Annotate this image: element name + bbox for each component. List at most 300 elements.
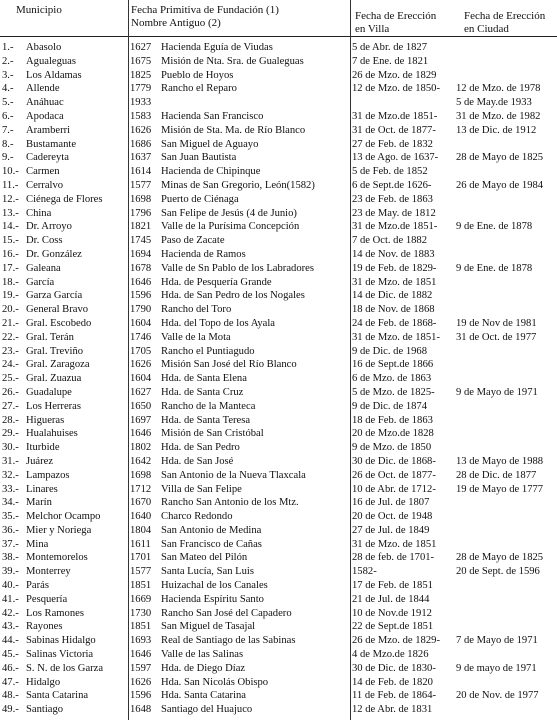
row-number: 1.- xyxy=(2,42,14,53)
municipio-cell: Cerralvo xyxy=(26,179,64,191)
row-number: 5.- xyxy=(2,97,14,109)
villa-date-cell: 31 de Mzo. de 1851 xyxy=(352,276,437,288)
table-row xyxy=(0,96,557,110)
villa-date-cell: 20 de Oct. de 1948 xyxy=(352,511,433,523)
municipio-cell: Galeana xyxy=(26,262,61,274)
row-number: 10.- xyxy=(2,166,19,178)
fundacion-year-cell: 1597 xyxy=(130,662,152,674)
table-row xyxy=(0,565,557,579)
header-municipio: Municipio xyxy=(16,4,62,16)
municipio-cell: Melchor Ocampo xyxy=(26,511,101,523)
table-row xyxy=(0,317,557,331)
nombre-antiguo-cell: Valle de Sn Pablo de los Labradores xyxy=(161,262,314,274)
row-number: 45.- xyxy=(2,649,19,661)
ciudad-date-cell: 26 de Mayo de 1984 xyxy=(456,179,544,191)
villa-date-cell: 6 de Sept.de 1626- xyxy=(352,179,432,191)
row-number: 22.- xyxy=(2,331,19,343)
villa-date-cell: 13 de Ago. de 1637- xyxy=(352,152,439,164)
row-number: 37.- xyxy=(2,538,19,550)
villa-date-cell: 17 de Feb. de 1851 xyxy=(352,580,433,592)
row-number: 19.- xyxy=(2,290,19,302)
ciudad-date-cell: 9 de Mayo de 1971 xyxy=(456,386,538,398)
row-number: 21.- xyxy=(2,317,19,329)
row-number: 38.- xyxy=(2,552,19,564)
municipio-cell: Gral. Escobedo xyxy=(26,317,92,329)
villa-date-cell: 30 de Dic. de 1868- xyxy=(352,455,436,467)
nombre-antiguo-cell: Minas de San Gregorio, León(1582) xyxy=(161,179,315,191)
fundacion-year-cell: 1648 xyxy=(130,704,152,716)
row-number: 47.- xyxy=(2,676,19,688)
fundacion-year-cell: 1646 xyxy=(130,649,152,661)
fundacion-year-cell: 1596 xyxy=(130,290,152,302)
fundacion-year-cell: 1626 xyxy=(130,359,152,371)
nombre-antiguo-cell: Hacienda de Ramos xyxy=(161,248,246,260)
nombre-antiguo-cell: Hda. de San José xyxy=(161,455,234,467)
fundacion-year-cell: 1611 xyxy=(130,538,151,550)
row-number: 28.- xyxy=(2,414,19,426)
nombre-antiguo-cell: Rancho de la Manteca xyxy=(161,400,256,412)
fundacion-year-cell: 1851 xyxy=(130,621,152,633)
table-row xyxy=(0,248,557,262)
ciudad-date-cell: 13 de Dic. de 1912 xyxy=(456,124,537,136)
ciudad-date-cell: 9 de Ene. de 1878 xyxy=(456,221,533,233)
nombre-antiguo-cell: Hacienda Espíritu Santo xyxy=(161,593,264,605)
fundacion-year-cell: 1675 xyxy=(130,55,152,67)
fundacion-year-cell: 1604 xyxy=(130,317,152,329)
row-number: 48.- xyxy=(2,690,19,702)
villa-date-cell: 9 de Dic. de 1968 xyxy=(352,345,428,357)
header-ciudad-line2: en Ciudad xyxy=(464,23,509,35)
villa-date-cell: 31 de Mzo. de 1851- xyxy=(352,331,440,343)
villa-date-cell: 18 de Nov. de 1868 xyxy=(352,304,435,316)
villa-date-cell: 14 de Feb. de 1820 xyxy=(352,676,433,688)
nombre-antiguo-cell: Hda. de Santa Teresa xyxy=(161,414,251,426)
municipio-cell: Bustamante xyxy=(26,138,77,150)
fundacion-year-cell: 1746 xyxy=(130,331,152,343)
municipio-cell: Pesquería xyxy=(26,593,68,605)
table-row xyxy=(0,414,557,428)
fundacion-year-cell: 1694 xyxy=(130,248,152,260)
table-row xyxy=(0,151,557,165)
row-number: 16.- xyxy=(2,248,19,260)
row-number: 33.- xyxy=(2,483,19,495)
fundacion-year-cell: 1698 xyxy=(130,193,152,205)
villa-date-cell: 11 de Feb. de 1864- xyxy=(352,690,437,702)
ciudad-date-cell: 28 de Mayo de 1825 xyxy=(456,152,544,164)
nombre-antiguo-cell: Hda. del Topo de los Ayala xyxy=(161,317,276,329)
nombre-antiguo-cell: Hda. de Pesquería Grande xyxy=(161,276,272,288)
row-number: 17.- xyxy=(2,262,19,274)
municipio-cell: Mier y Noriega xyxy=(26,524,92,536)
villa-date-cell: 5 de Feb. de 1852 xyxy=(352,166,428,178)
row-number: 49.- xyxy=(2,704,19,716)
fundacion-year-cell: 1642 xyxy=(130,455,152,467)
row-number: 39.- xyxy=(2,566,19,578)
fundacion-year-cell: 1627 xyxy=(130,386,152,398)
villa-date-cell: 6 de Mzo. de 1863 xyxy=(352,373,432,385)
row-number: 3.- xyxy=(2,69,14,81)
fundacion-year-cell: 1701 xyxy=(130,552,152,564)
fundacion-year-cell: 1670 xyxy=(130,497,152,509)
municipio-cell: S. N. de los Garza xyxy=(26,662,104,674)
fundacion-year-cell: 1614 xyxy=(130,166,152,178)
row-number: 29.- xyxy=(2,428,19,440)
ciudad-date-cell: 9 de Ene. de 1878 xyxy=(456,262,533,274)
fundacion-year-cell: 1698 xyxy=(130,469,152,481)
nombre-antiguo-cell: Hda. de Santa Cruz xyxy=(161,386,244,398)
table-row xyxy=(0,386,557,400)
municipio-cell: Lampazos xyxy=(26,469,70,481)
villa-date-cell: 5 de Mzo. de 1825- xyxy=(352,386,435,398)
table-row xyxy=(0,634,557,648)
nombre-antiguo-cell: Rancho San José del Capadero xyxy=(161,607,292,619)
row-number: 25.- xyxy=(2,373,19,385)
row-number: 20.- xyxy=(2,304,19,316)
table-row xyxy=(0,138,557,152)
table-row xyxy=(0,69,557,83)
ciudad-date-cell: 13 de Mayo de 1988 xyxy=(456,455,544,467)
table-row xyxy=(0,303,557,317)
municipio-cell: China xyxy=(26,207,52,219)
table-row xyxy=(0,662,557,676)
villa-date-cell: 4 de Mzo.de 1826 xyxy=(352,649,429,661)
nombre-antiguo-cell: San Juan Bautista xyxy=(161,152,237,164)
fundacion-year-cell: 1697 xyxy=(130,414,152,426)
row-number: 32.- xyxy=(2,469,19,481)
row-number: 24.- xyxy=(2,359,19,371)
municipio-cell: Montemorelos xyxy=(26,552,88,564)
municipio-cell: Dr. Coss xyxy=(26,235,63,247)
table-row xyxy=(0,524,557,538)
fundacion-year-cell: 1626 xyxy=(130,676,152,688)
nombre-antiguo-cell: Santiago del Huajuco xyxy=(161,704,253,716)
table-row xyxy=(0,331,557,345)
table-row xyxy=(0,165,557,179)
table-row xyxy=(0,276,557,290)
row-number: 8.- xyxy=(2,138,14,150)
municipio-cell: Juárez xyxy=(26,455,54,467)
fundacion-year-cell: 1705 xyxy=(130,345,152,357)
villa-date-cell: 31 de Mzo. de 1851 xyxy=(352,538,437,550)
table-row xyxy=(0,358,557,372)
header-villa-line2: en Villa xyxy=(355,23,390,35)
fundacion-year-cell: 1745 xyxy=(130,235,152,247)
ciudad-date-cell: 5 de May.de 1933 xyxy=(456,97,532,109)
fundacion-year-cell: 1804 xyxy=(130,524,152,536)
nombre-antiguo-cell: Puerto de Ciénaga xyxy=(161,193,239,205)
municipio-cell: Sabinas Hidalgo xyxy=(26,635,96,647)
row-number: 15.- xyxy=(2,235,19,247)
villa-date-cell: 19 de Feb. de 1829- xyxy=(352,262,437,274)
table-row xyxy=(0,41,557,55)
row-number: 44.- xyxy=(2,635,19,647)
fundacion-year-cell: 1646 xyxy=(130,276,152,288)
ciudad-date-cell: 28 de Mayo de 1825 xyxy=(456,552,544,564)
villa-date-cell: 1582- xyxy=(352,566,377,578)
villa-date-cell: 12 de Mzo. de 1850- xyxy=(352,83,440,95)
fundacion-year-cell: 1650 xyxy=(130,400,152,412)
fundacion-year-cell: 1825 xyxy=(130,69,152,81)
nombre-antiguo-cell: Villa de San Felipe xyxy=(161,483,242,495)
fundacion-year-cell: 1637 xyxy=(130,152,152,164)
municipio-cell: Salinas Victoria xyxy=(26,649,94,661)
villa-date-cell: 27 de Feb. de 1832 xyxy=(352,138,433,150)
nombre-antiguo-cell: San Felipe de Jesús (4 de Junio) xyxy=(161,207,297,219)
nombre-antiguo-cell: Pueblo de Hoyos xyxy=(161,69,234,81)
municipio-cell: Rayones xyxy=(26,621,63,633)
row-number: 13.- xyxy=(2,207,19,219)
municipio-cell: Anáhuac xyxy=(26,97,64,109)
table-row xyxy=(0,441,557,455)
ciudad-date-cell: 9 de mayo de 1971 xyxy=(456,662,537,674)
ciudad-date-cell: 7 de Mayo de 1971 xyxy=(456,635,538,647)
nombre-antiguo-cell: San Miguel de Aguayo xyxy=(161,138,259,150)
table-row xyxy=(0,82,557,96)
nombre-antiguo-cell: San Antonio de Medina xyxy=(161,524,262,536)
villa-date-cell: 14 de Dic. de 1882 xyxy=(352,290,433,302)
ciudad-date-cell: 19 de Mayo de 1777 xyxy=(456,483,544,495)
row-number: 27.- xyxy=(2,400,19,412)
villa-date-cell: 31 de Oct. de 1877- xyxy=(352,124,436,136)
nombre-antiguo-cell: Rancho el Puntiagudo xyxy=(161,345,255,357)
municipio-cell: Gral. Zuazua xyxy=(26,373,82,385)
fundacion-year-cell: 1669 xyxy=(130,593,152,605)
row-number: 7.- xyxy=(2,124,14,136)
municipio-cell: Cadereyta xyxy=(26,152,69,164)
municipio-cell: Dr. González xyxy=(26,248,82,260)
ciudad-date-cell: 12 de Mzo. de 1978 xyxy=(456,83,541,95)
table-row xyxy=(0,551,557,565)
fundacion-year-cell: 1712 xyxy=(130,483,152,495)
fundacion-year-cell: 1796 xyxy=(130,207,152,219)
row-number: 42.- xyxy=(2,607,19,619)
fundacion-year-cell: 1577 xyxy=(130,566,152,578)
nombre-antiguo-cell: Hda. de Santa Elena xyxy=(161,373,247,385)
nombre-antiguo-cell: Charco Redondo xyxy=(161,511,233,523)
table-row xyxy=(0,427,557,441)
nombre-antiguo-cell: Rancho el Reparo xyxy=(161,83,237,95)
row-number: 36.- xyxy=(2,524,19,536)
row-number: 34.- xyxy=(2,497,19,509)
header-fundacion-line1: Fecha Primitiva de Fundación (1) xyxy=(131,4,279,16)
municipio-cell: Los Aldamas xyxy=(26,69,82,81)
nombre-antiguo-cell: Rancho San Antonio de los Mtz. xyxy=(161,497,299,509)
villa-date-cell: 26 de Mzo. de 1829 xyxy=(352,69,437,81)
table-row xyxy=(0,483,557,497)
header-villa-line1: Fecha de Erección xyxy=(355,10,437,22)
nombre-antiguo-cell: Hda. de San Pedro de los Nogales xyxy=(161,290,305,302)
fundacion-year-cell: 1627 xyxy=(130,42,152,53)
row-number: 30.- xyxy=(2,442,19,454)
municipio-cell: Santiago xyxy=(26,704,64,716)
table-row xyxy=(0,55,557,69)
ciudad-date-cell: 28 de Dic. de 1877 xyxy=(456,469,537,481)
table-row xyxy=(0,496,557,510)
table-row xyxy=(0,676,557,690)
municipio-cell: García xyxy=(26,276,55,288)
fundacion-year-cell: 1646 xyxy=(130,428,152,440)
villa-date-cell: 16 de Sept.de 1866 xyxy=(352,359,434,371)
table-row xyxy=(0,538,557,552)
row-number: 6.- xyxy=(2,110,14,122)
nombre-antiguo-cell: Real de Santiago de las Sabinas xyxy=(161,635,296,647)
nombre-antiguo-cell: Valle de las Salinas xyxy=(161,649,244,661)
municipio-cell: Los Ramones xyxy=(26,607,84,619)
villa-date-cell: 5 de Abr. de 1827 xyxy=(352,42,428,53)
villa-date-cell: 14 de Nov. de 1883 xyxy=(352,248,435,260)
fundacion-year-cell: 1686 xyxy=(130,138,152,150)
header-fundacion-line2: Nombre Antiguo (2) xyxy=(131,17,221,29)
ciudad-date-cell: 31 de Mzo. de 1982 xyxy=(456,110,541,122)
villa-date-cell: 7 de Oct. de 1882 xyxy=(352,235,428,247)
table-row xyxy=(0,345,557,359)
villa-date-cell: 31 de Mzo.de 1851- xyxy=(352,221,438,233)
municipio-cell: Aramberri xyxy=(26,124,71,136)
table-row xyxy=(0,579,557,593)
municipio-cell: Agualeguas xyxy=(26,55,77,67)
villa-date-cell: 18 de Feb. de 1863 xyxy=(352,414,433,426)
table-row xyxy=(0,510,557,524)
villa-date-cell: 27 de Jul. de 1849 xyxy=(352,524,430,536)
fundacion-year-cell: 1779 xyxy=(130,83,152,95)
ciudad-date-cell: 19 de Nov de 1981 xyxy=(456,317,537,329)
municipio-cell: Abasolo xyxy=(26,42,62,53)
municipio-cell: Gral. Treviño xyxy=(26,345,84,357)
fundacion-year-cell: 1693 xyxy=(130,635,152,647)
municipio-cell: Monterrey xyxy=(26,566,71,578)
table-row xyxy=(0,124,557,138)
municipio-cell: Santa Catarina xyxy=(26,690,89,702)
nombre-antiguo-cell: Paso de Zacate xyxy=(161,235,225,247)
fundacion-year-cell: 1678 xyxy=(130,262,152,274)
row-number: 11.- xyxy=(2,179,19,191)
table-row xyxy=(0,455,557,469)
header-rule xyxy=(0,36,557,37)
row-number: 2.- xyxy=(2,55,14,67)
table-row xyxy=(0,234,557,248)
ciudad-date-cell: 31 de Oct. de 1977 xyxy=(456,331,537,343)
villa-date-cell: 7 de Ene. de 1821 xyxy=(352,55,429,67)
municipio-cell: Garza García xyxy=(26,290,83,302)
villa-date-cell: 22 de Sept.de 1851 xyxy=(352,621,434,633)
row-number: 31.- xyxy=(2,455,19,467)
municipios-table xyxy=(0,41,557,717)
nombre-antiguo-cell: San Miguel de Tasajal xyxy=(161,621,256,633)
nombre-antiguo-cell: San Francisco de Cañas xyxy=(161,538,262,550)
villa-date-cell: 16 de Jul. de 1807 xyxy=(352,497,430,509)
nombre-antiguo-cell: San Mateo del Pilón xyxy=(161,552,248,564)
fundacion-year-cell: 1604 xyxy=(130,373,152,385)
municipio-cell: Mina xyxy=(26,538,49,550)
nombre-antiguo-cell: Rancho del Toro xyxy=(161,304,232,316)
villa-date-cell: 21 de Jul. de 1844 xyxy=(352,593,430,605)
nombre-antiguo-cell: Misión de San Cristóbal xyxy=(161,428,264,440)
nombre-antiguo-cell: Hacienda de Chipinque xyxy=(161,166,261,178)
table-row xyxy=(0,469,557,483)
ciudad-date-cell: 20 de Nov. de 1977 xyxy=(456,690,539,702)
municipio-cell: Dr. Arroyo xyxy=(26,221,72,233)
table-row xyxy=(0,110,557,124)
table-row xyxy=(0,372,557,386)
villa-date-cell: 9 de Dic. de 1874 xyxy=(352,400,428,412)
nombre-antiguo-cell: Valle de la Mota xyxy=(161,331,231,343)
row-number: 26.- xyxy=(2,386,19,398)
table-row xyxy=(0,593,557,607)
row-number: 14.- xyxy=(2,221,19,233)
nombre-antiguo-cell: Misión de Nta. Sra. de Gualeguas xyxy=(161,55,304,67)
villa-date-cell: 28 de feb. de 1701- xyxy=(352,552,435,564)
header-ciudad-line1: Fecha de Erección xyxy=(464,10,546,22)
table-row xyxy=(0,220,557,234)
municipio-cell: Linares xyxy=(26,483,58,495)
villa-date-cell: 20 de Mzo.de 1828 xyxy=(352,428,434,440)
municipio-cell: Marín xyxy=(26,497,52,509)
villa-date-cell: 23 de May. de 1812 xyxy=(352,207,436,219)
municipio-cell: Allende xyxy=(26,83,60,95)
nombre-antiguo-cell: Misión San José del Río Blanco xyxy=(161,359,297,371)
villa-date-cell: 10 de Abr. de 1712- xyxy=(352,483,436,495)
municipio-cell: Higueras xyxy=(26,414,65,426)
fundacion-year-cell: 1821 xyxy=(130,221,152,233)
nombre-antiguo-cell: Hda. San Nicolás Obispo xyxy=(161,676,269,688)
municipio-cell: Ciénega de Flores xyxy=(26,193,103,205)
municipio-cell: Iturbide xyxy=(26,442,60,454)
row-number: 4.- xyxy=(2,83,14,95)
row-number: 35.- xyxy=(2,511,19,523)
municipio-cell: Hualahuises xyxy=(26,428,78,440)
row-number: 46.- xyxy=(2,662,19,674)
villa-date-cell: 9 de Mzo. de 1850 xyxy=(352,442,432,454)
ciudad-date-cell: 20 de Sept. de 1596 xyxy=(456,566,540,578)
municipio-cell: Apodaca xyxy=(26,110,64,122)
row-number: 43.- xyxy=(2,621,19,633)
fundacion-year-cell: 1577 xyxy=(130,179,152,191)
row-number: 23.- xyxy=(2,345,19,357)
table-row xyxy=(0,262,557,276)
villa-date-cell: 24 de Feb. de 1868- xyxy=(352,317,437,329)
municipio-cell: Gral. Terán xyxy=(26,331,74,343)
table-row xyxy=(0,620,557,634)
nombre-antiguo-cell: Valle de la Purísima Concepción xyxy=(161,221,300,233)
table-row xyxy=(0,193,557,207)
nombre-antiguo-cell: Santa Lucía, San Luis xyxy=(161,566,254,578)
villa-date-cell: 23 de Feb. de 1863 xyxy=(352,193,433,205)
municipio-cell: Hidalgo xyxy=(26,676,61,688)
row-number: 40.- xyxy=(2,580,19,592)
table-row xyxy=(0,400,557,414)
villa-date-cell: 12 de Abr. de 1831 xyxy=(352,704,433,716)
fundacion-year-cell: 1730 xyxy=(130,607,152,619)
nombre-antiguo-cell: Hacienda Eguía de Viudas xyxy=(161,42,273,53)
nombre-antiguo-cell: Hda. de Diego Díaz xyxy=(161,662,246,674)
table-row xyxy=(0,648,557,662)
table-row xyxy=(0,207,557,221)
nombre-antiguo-cell: Hacienda San Francisco xyxy=(161,110,264,122)
fundacion-year-cell: 1933 xyxy=(130,97,152,109)
fundacion-year-cell: 1851 xyxy=(130,580,152,592)
municipio-cell: Parás xyxy=(26,580,49,592)
fundacion-year-cell: 1626 xyxy=(130,124,152,136)
fundacion-year-cell: 1583 xyxy=(130,110,152,122)
fundacion-year-cell: 1596 xyxy=(130,690,152,702)
nombre-antiguo-cell: Hda. de San Pedro xyxy=(161,442,240,454)
table-row xyxy=(0,179,557,193)
nombre-antiguo-cell: Huizachal de los Canales xyxy=(161,580,268,592)
table-row xyxy=(0,689,557,703)
table-row xyxy=(0,607,557,621)
nombre-antiguo-cell: Misión de Sta. Ma. de Río Blanco xyxy=(161,124,306,136)
villa-date-cell: 26 de Oct. de 1877- xyxy=(352,469,436,481)
